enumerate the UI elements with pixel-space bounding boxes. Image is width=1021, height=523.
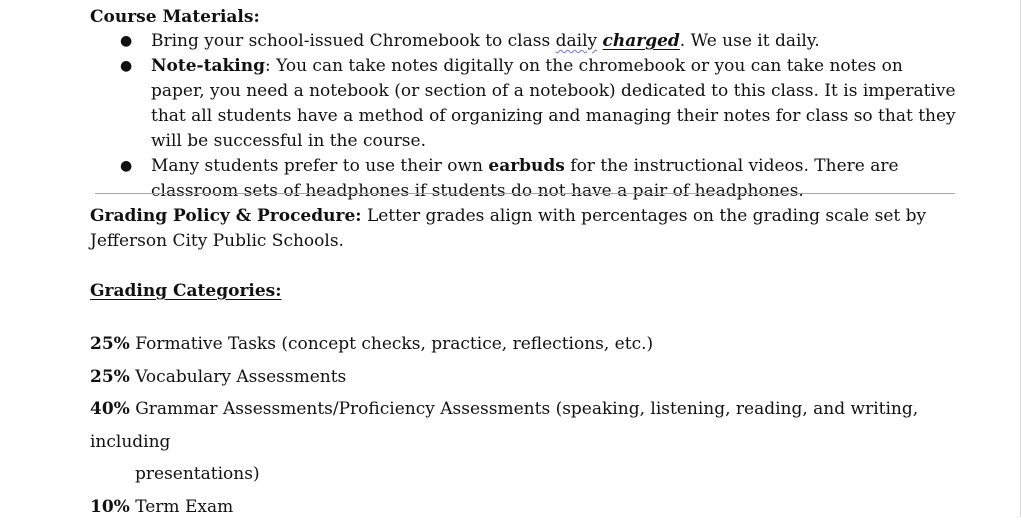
- category-item: [90, 393, 970, 491]
- list-item-note-taking: [90, 54, 960, 154]
- category-percent: 25%: [90, 334, 130, 354]
- list-item-chromebook: [90, 29, 960, 54]
- item-text: : You can take notes digitally on the chromebook or you can take notes on paper, you need a notebook (or section of a notebook) dedicated to this class. It is imperative that all students have a method of organizing and managing their notes for class so that they will be successful in the course.: [151, 56, 956, 151]
- list-item-earbuds: [90, 154, 960, 204]
- course-materials-heading: Course Materials:: [90, 5, 260, 29]
- bullet-icon: ●: [120, 29, 132, 54]
- grading-categories-list: [90, 328, 970, 523]
- category-percent: 40%: [90, 399, 130, 419]
- horizontal-divider: [95, 193, 955, 194]
- category-label: Grammar Assessments/Proficiency Assessments (speaking, listening, reading, and writing, including: [90, 399, 918, 452]
- item-text: Many students prefer to use their own: [151, 156, 488, 176]
- item-text: . We use it daily.: [680, 31, 820, 51]
- item-text: for the instructional videos. There are classroom sets of headphones if students do not have a pair of headphones.: [151, 156, 899, 201]
- item-label: Note-taking: [151, 56, 265, 76]
- emphasis-word: charged: [603, 31, 680, 51]
- grading-categories-heading: Grading Categories:: [90, 279, 282, 303]
- category-label-continuation: presentations): [90, 458, 970, 491]
- category-item: [90, 328, 970, 361]
- grading-policy-label: Grading Policy & Procedure:: [90, 206, 362, 226]
- category-label: Vocabulary Assessments: [135, 367, 346, 387]
- grading-policy-paragraph: [90, 204, 960, 254]
- grading-policy-text: Letter grades align with percentages on the grading scale set by Jefferson City Public Schools.: [90, 206, 926, 251]
- bullet-icon: ●: [120, 154, 132, 179]
- category-item: [90, 361, 970, 394]
- category-item: [90, 491, 970, 523]
- item-text: Bring your school-issued Chromebook to class: [151, 31, 556, 51]
- item-bold: earbuds: [488, 156, 565, 176]
- bullet-icon: ●: [120, 54, 132, 79]
- category-percent: 10%: [90, 497, 130, 517]
- category-percent: 25%: [90, 367, 130, 387]
- spellcheck-word: daily: [556, 31, 598, 51]
- course-materials-list: [90, 29, 960, 204]
- category-label: Formative Tasks (concept checks, practice, reflections, etc.): [135, 334, 653, 354]
- category-label: Term Exam: [135, 497, 233, 517]
